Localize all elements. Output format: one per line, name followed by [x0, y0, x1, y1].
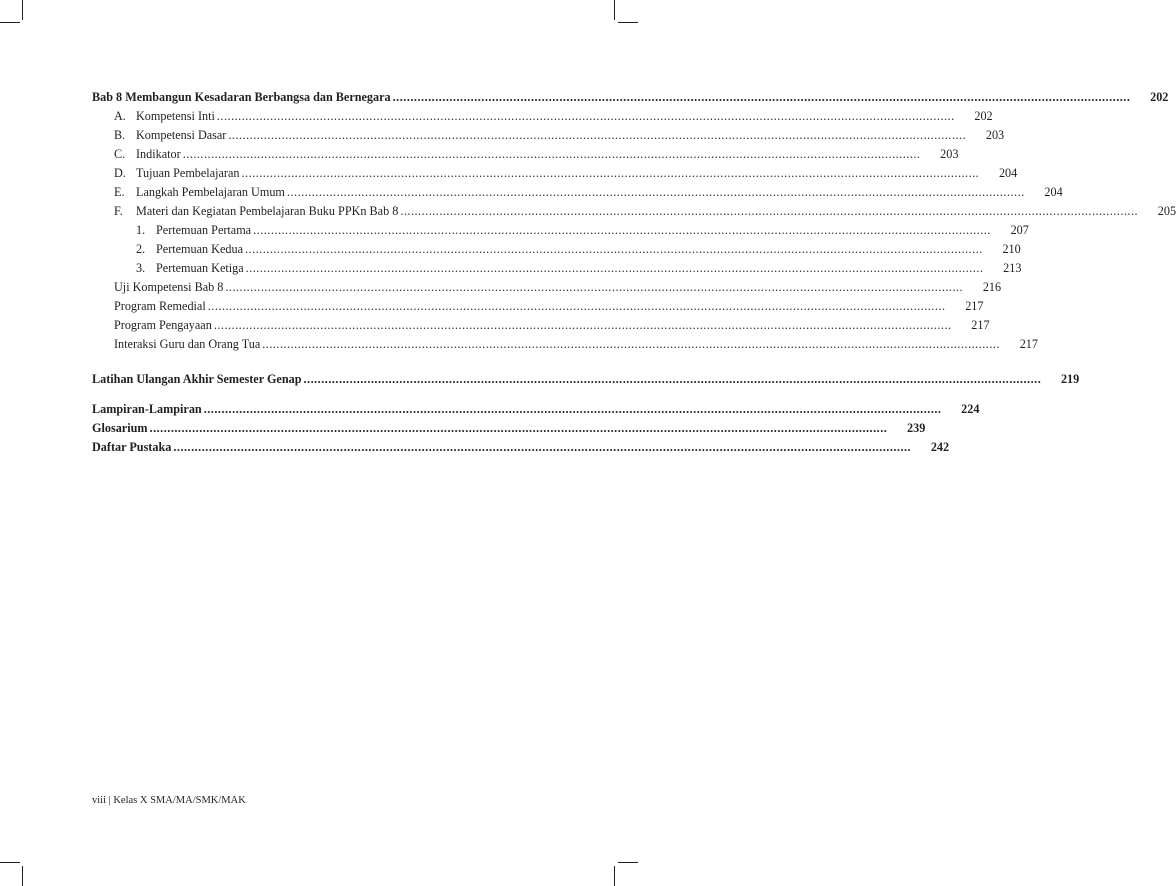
toc-entry-letter: C. [114, 147, 126, 161]
toc-entry-page: 207 [1010, 223, 1029, 237]
toc-entry-label: Langkah Pembelajaran Umum [136, 185, 285, 199]
toc-entry-letter: F. [114, 204, 123, 218]
toc-entry-page: 204 [998, 166, 1018, 180]
crop-mark [618, 862, 638, 863]
toc-entry-back-matter[interactable] [92, 400, 980, 418]
crop-mark [0, 22, 20, 23]
toc-entry-page: 205 [1157, 204, 1176, 218]
dot-leader [225, 278, 963, 296]
toc-entry-section[interactable] [92, 145, 959, 163]
toc-entry-number: 1. [136, 223, 146, 237]
dot-leader [228, 126, 966, 144]
toc-entry-letter: A. [114, 109, 126, 123]
toc-entry-label: Materi dan Kegiatan Pembelajaran Buku PPKn Bab 8 [136, 204, 399, 218]
dot-leader [204, 400, 942, 418]
toc-entry-meeting[interactable] [92, 240, 1021, 258]
toc-entry-letter: D. [114, 166, 126, 180]
toc-entry-page: 224 [961, 402, 980, 416]
dot-leader [262, 335, 1000, 353]
toc-entry-letter: B. [114, 128, 126, 142]
toc-entry-meeting[interactable] [92, 259, 1022, 277]
toc-entry-page: 219 [1060, 372, 1080, 386]
dot-leader [173, 438, 911, 456]
toc-entry-page: 202 [1150, 90, 1169, 104]
crop-mark [22, 866, 23, 886]
toc-entry-page: 242 [930, 440, 950, 454]
toc-entry-page: 213 [1003, 261, 1022, 275]
toc-entry-number: 3. [136, 261, 146, 275]
toc-entry-page: 239 [907, 421, 926, 435]
toc-entry-label: Indikator [136, 147, 181, 161]
toc-entry-section[interactable] [92, 183, 1063, 201]
toc-entry-label: Latihan Ulangan Akhir Semester Genap [92, 372, 302, 386]
dot-leader [400, 202, 1138, 220]
crop-mark [618, 22, 638, 23]
toc-entry-label: Uji Kompetensi Bab 8 [114, 280, 224, 294]
page-footer: viii | Kelas X SMA/MA/SMK/MAK [92, 795, 246, 806]
toc-entry-section[interactable] [92, 126, 1005, 144]
toc-entry-chapter[interactable] [92, 88, 1169, 106]
toc-entry-page: 204 [1044, 185, 1063, 199]
toc-entry-page: 202 [974, 109, 993, 123]
dot-leader [253, 221, 991, 239]
toc-entry-letter: E. [114, 185, 125, 199]
toc-entry-label: Tujuan Pembelajaran [136, 166, 240, 180]
dot-leader [287, 183, 1025, 201]
toc-entry-extra[interactable] [92, 297, 984, 315]
crop-mark [614, 0, 615, 20]
toc-entry-back-matter[interactable] [92, 438, 950, 456]
toc-entry-label: Interaksi Guru dan Orang Tua [114, 337, 261, 351]
toc-entry-label: Kompetensi Dasar [136, 128, 227, 142]
toc-entry-page: 203 [940, 147, 959, 161]
toc-entry-label: Glosarium [92, 421, 148, 435]
toc-entry-latihan[interactable] [92, 370, 1080, 388]
toc-entry-number: 2. [136, 242, 146, 256]
toc-entry-section[interactable] [92, 202, 1176, 220]
toc-entry-label: Program Pengayaan [114, 318, 212, 332]
toc-entry-meeting[interactable] [92, 221, 1029, 239]
toc-entry-extra[interactable] [92, 335, 1038, 353]
dot-leader [303, 370, 1041, 388]
toc-entry-extra[interactable] [92, 278, 1002, 296]
toc-entry-page: 217 [971, 318, 990, 332]
toc-entry-label: Kompetensi Inti [136, 109, 215, 123]
toc-entry-section[interactable] [92, 107, 993, 125]
toc-entry-label: Pertemuan Kedua [156, 242, 243, 256]
dot-leader [214, 316, 952, 334]
toc-entry-page: 217 [1019, 337, 1038, 351]
crop-mark [22, 0, 23, 20]
toc-entry-page: 203 [985, 128, 1005, 142]
dot-leader [241, 164, 979, 182]
dot-leader [246, 259, 984, 277]
dot-leader [393, 88, 1131, 106]
toc-entry-label: Bab 8 Membangun Kesadaran Berbangsa dan Bernegara [92, 90, 391, 104]
dot-leader [150, 419, 888, 437]
toc-entry-page: 210 [1002, 242, 1021, 256]
toc-entry-label: Pertemuan Ketiga [156, 261, 244, 275]
dot-leader [217, 107, 955, 125]
toc-entry-label: Lampiran-Lampiran [92, 402, 202, 416]
toc-entry-page: 217 [965, 299, 984, 313]
toc-entry-label: Pertemuan Pertama [156, 223, 252, 237]
dot-leader [183, 145, 921, 163]
dot-leader [245, 240, 983, 258]
dot-leader [208, 297, 946, 315]
toc-entry-back-matter[interactable] [92, 419, 926, 437]
crop-mark [614, 866, 615, 886]
toc-entry-page: 216 [982, 280, 1002, 294]
crop-mark [0, 862, 20, 863]
toc-entry-extra[interactable] [92, 316, 990, 334]
toc-entry-label: Daftar Pustaka [92, 440, 172, 454]
toc-entry-section[interactable] [92, 164, 1018, 182]
toc-entry-label: Program Remedial [114, 299, 206, 313]
